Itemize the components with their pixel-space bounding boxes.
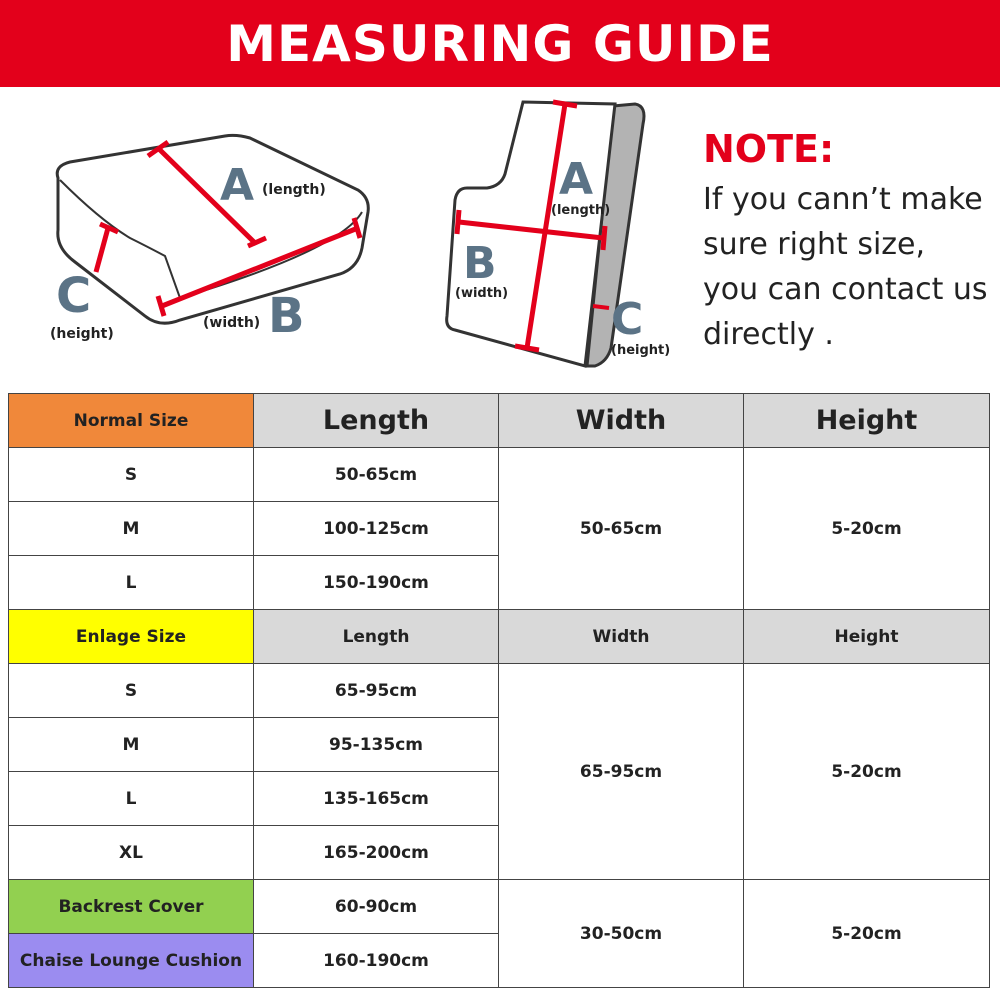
note-title: NOTE: — [703, 127, 835, 171]
note-line: sure right size, — [703, 227, 926, 262]
height-cell: 5-20cm — [744, 448, 990, 610]
backrest-label-length: (length) — [551, 203, 611, 218]
length-header: Length — [254, 394, 499, 448]
cushion-label-width: (width) — [203, 315, 261, 331]
height-header: Height — [744, 394, 990, 448]
backrest-width-tick-right — [603, 226, 605, 250]
note-block — [703, 125, 993, 357]
backrest-label-width: (width) — [455, 286, 509, 301]
cushion-label-length: (length) — [262, 182, 326, 198]
note-body — [703, 177, 993, 357]
page-title: MEASURING GUIDE — [226, 14, 774, 73]
length-cell: 160-190cm — [254, 934, 499, 988]
width-cell: 50-65cm — [499, 448, 744, 610]
cushion-label-height: (height) — [50, 326, 114, 342]
size-cell: S — [9, 448, 254, 502]
backrest-diagram — [435, 90, 680, 380]
length-cell: 60-90cm — [254, 880, 499, 934]
size-cell: L — [9, 556, 254, 610]
normal-size-header-row — [9, 394, 990, 448]
length-cell: 150-190cm — [254, 556, 499, 610]
width-header: Width — [499, 394, 744, 448]
width-cell: 30-50cm — [499, 880, 744, 988]
note-line: directly . — [703, 317, 834, 352]
chaise-lounge-label: Chaise Lounge Cushion — [9, 934, 254, 988]
cushion-letter-a: A — [220, 160, 255, 211]
size-cell: S — [9, 664, 254, 718]
enlarge-size-label: Enlage Size — [9, 610, 254, 664]
width-header: Width — [499, 610, 744, 664]
cushion-letter-b: B — [268, 288, 305, 344]
cushion-outline — [57, 135, 368, 323]
size-cell: M — [9, 502, 254, 556]
length-cell: 65-95cm — [254, 664, 499, 718]
length-cell: 50-65cm — [254, 448, 499, 502]
length-cell: 165-200cm — [254, 826, 499, 880]
height-header: Height — [744, 610, 990, 664]
length-header: Length — [254, 610, 499, 664]
enlarge-size-header-row — [9, 610, 990, 664]
page-title-banner — [0, 0, 1000, 87]
cushion-diagram — [40, 120, 380, 360]
normal-size-label: Normal Size — [9, 394, 254, 448]
size-cell: L — [9, 772, 254, 826]
size-cell: M — [9, 718, 254, 772]
table-row — [9, 880, 990, 934]
table-row — [9, 664, 990, 718]
size-cell: XL — [9, 826, 254, 880]
length-cell: 135-165cm — [254, 772, 499, 826]
width-cell: 65-95cm — [499, 664, 744, 880]
length-cell: 95-135cm — [254, 718, 499, 772]
size-table — [8, 393, 990, 988]
note-line: If you cann’t make — [703, 182, 983, 217]
height-cell: 5-20cm — [744, 880, 990, 988]
backrest-letter-c: C — [611, 294, 644, 345]
backrest-illustration — [435, 90, 680, 380]
table-row — [9, 448, 990, 502]
backrest-label-height: (height) — [611, 343, 671, 358]
backrest-letter-a: A — [559, 154, 594, 205]
note-line: you can contact us — [703, 272, 988, 307]
length-cell: 100-125cm — [254, 502, 499, 556]
cushion-letter-c: C — [56, 268, 92, 324]
backrest-height-line — [593, 306, 609, 308]
backrest-width-tick-left — [457, 210, 459, 234]
backrest-cover-label: Backrest Cover — [9, 880, 254, 934]
height-cell: 5-20cm — [744, 664, 990, 880]
cushion-illustration — [40, 120, 380, 360]
backrest-letter-b: B — [463, 238, 497, 289]
